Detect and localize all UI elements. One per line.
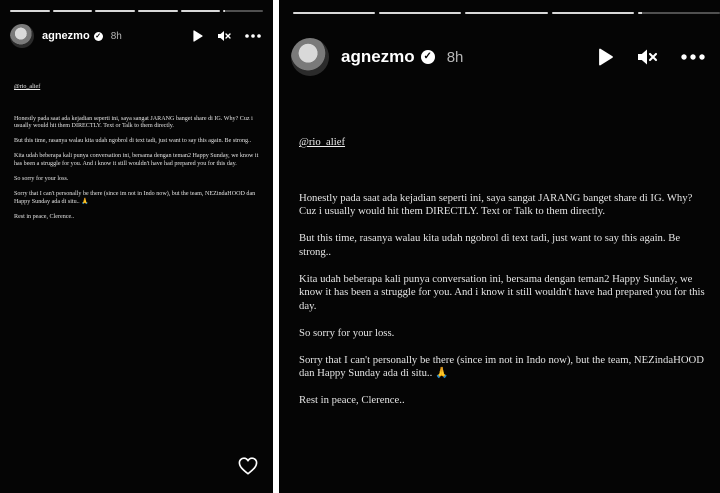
progress-segment <box>293 12 375 14</box>
story-paragraph: Rest in peace, Clerence.. <box>299 394 405 406</box>
story-controls <box>193 30 261 42</box>
avatar[interactable] <box>10 24 34 48</box>
play-icon <box>598 48 614 66</box>
story-progress-bar <box>10 10 263 12</box>
story-paragraph: Honestly pada saat ada kejadian seperti ini, saya sangat JARANG banget share di IG. Why? Cuz i usually would hit them DIRECTLY. Text or Talk to them directly. <box>14 115 253 130</box>
more-options-button[interactable] <box>245 34 261 38</box>
play-button[interactable] <box>598 48 614 66</box>
story-paragraph: But this time, rasanya walau kita udah ngobrol di text tadi, just want to say this again. Be strong.. <box>299 232 681 258</box>
heart-icon <box>238 457 258 475</box>
story-paragraph: Kita udah beberapa kali punya conversation ini, bersama dengan teman2 Happy Sunday, we know it has been a struggle for you. And i know it still wouldn't have had prepared you for this day. <box>14 153 259 167</box>
story-view-small <box>0 0 273 493</box>
progress-segment <box>379 12 461 14</box>
progress-segment <box>53 10 93 12</box>
username[interactable]: agnezmo <box>42 30 90 42</box>
story-paragraph: So sorry for your loss. <box>14 176 69 183</box>
story-text-content <box>299 136 707 421</box>
story-view-large <box>279 0 720 493</box>
verified-badge-icon: ✓ <box>421 50 435 64</box>
progress-segment <box>552 12 634 14</box>
username[interactable]: agnezmo <box>341 47 415 66</box>
post-time: 8h <box>110 30 122 42</box>
mute-icon <box>636 48 658 66</box>
story-paragraph: Kita udah beberapa kali punya conversation ini, bersama dengan teman2 Happy Sunday, we know it has been a struggle for you. And i know it still wouldn't have had prepared you for this day. <box>299 272 705 312</box>
post-time: 8h <box>446 48 464 66</box>
play-icon <box>193 30 203 42</box>
mention-link[interactable]: @rio_alief <box>14 84 41 90</box>
progress-segment <box>138 10 178 12</box>
verified-badge-icon: ✓ <box>95 32 102 40</box>
story-paragraph: Sorry that I can't personally be there (since im not in Indo now), but the team, NEZindaHOOD dan Happy Sunday ada di situ.. 🙏 <box>14 191 256 205</box>
mute-icon <box>217 30 231 42</box>
story-paragraph: But this time, rasanya walau kita udah ngobrol di text tadi, just want to say this again. Be strong.. <box>14 138 252 145</box>
mute-button[interactable] <box>217 30 231 42</box>
mute-button[interactable] <box>636 48 658 66</box>
more-options-button[interactable] <box>680 54 706 60</box>
story-controls <box>598 48 706 66</box>
progress-segment-current <box>223 10 263 12</box>
story-text-content <box>14 84 260 229</box>
story-progress-bar <box>293 12 720 14</box>
story-header <box>291 37 720 77</box>
like-button[interactable] <box>238 457 258 480</box>
mention-link[interactable]: @rio_alief <box>299 136 346 148</box>
story-paragraph: Honestly pada saat ada kejadian seperti ini, saya sangat JARANG banget share di IG. Why? Cuz i usually would hit them DIRECTLY. Text or Talk to them directly. <box>299 191 693 217</box>
play-button[interactable] <box>193 30 203 42</box>
story-header <box>10 24 261 48</box>
progress-segment <box>465 12 547 14</box>
avatar[interactable] <box>291 38 329 76</box>
progress-segment-current <box>638 12 720 14</box>
more-options-icon <box>680 54 706 60</box>
more-options-icon <box>245 34 261 38</box>
progress-segment <box>181 10 221 12</box>
story-paragraph: Rest in peace, Clerence.. <box>14 213 75 220</box>
story-paragraph: So sorry for your loss. <box>299 326 395 339</box>
progress-segment <box>10 10 50 12</box>
progress-segment <box>95 10 135 12</box>
story-paragraph: Sorry that I can't personally be there (since im not in Indo now), but the team, NEZindaHOOD dan Happy Sunday ada di situ.. 🙏 <box>299 353 704 379</box>
